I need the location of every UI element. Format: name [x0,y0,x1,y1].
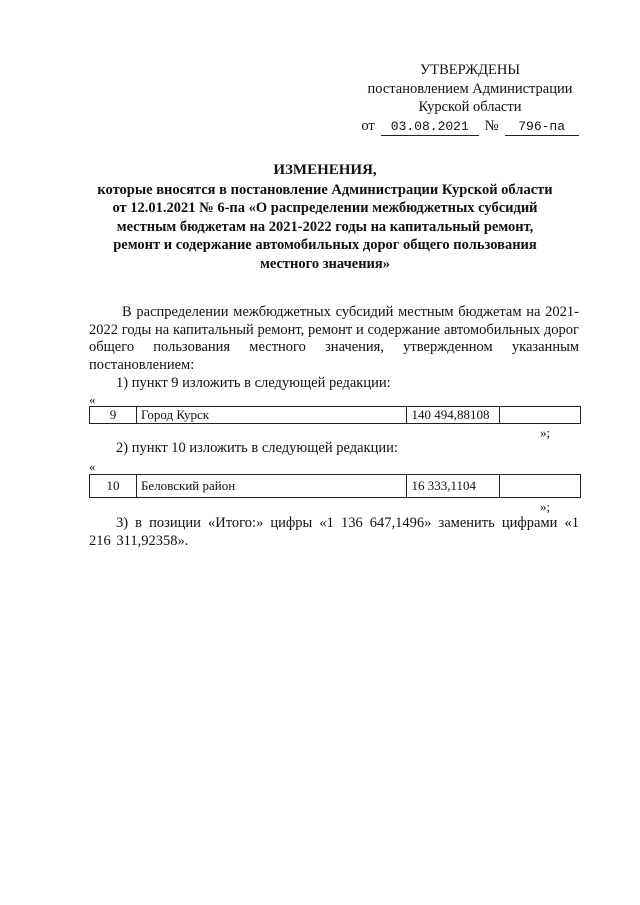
item-1-text: 1) пункт 9 изложить в следующей редакции: [116,375,391,391]
row-number: 10 [90,475,137,498]
heading-line-5: местного значения» [259,255,391,272]
heading-line-2: от 12.01.2021 № 6-па «О распределении межбюджетных субсидий [112,200,538,216]
item-2-close-quote: »; [540,499,551,514]
item-2-text: 2) пункт 10 изложить в следующей редакции: [116,440,398,456]
row-extra [500,407,581,424]
date-prefix: от [361,117,375,134]
row-value: 16 333,1104 [407,475,500,498]
item-2-table [89,474,581,498]
item-1-table [89,406,581,424]
item-1-open-quote: « [89,392,96,407]
heading-line-3: местным бюджетам на 2021-2022 годы на капитальный ремонт, [116,218,534,235]
table-row [90,475,581,498]
approval-date-number-line [350,117,590,136]
row-extra [500,475,581,498]
approval-block [350,61,590,136]
approval-title: УТВЕРЖДЕНЫ [419,62,521,78]
approval-line-1: постановлением Администрации [367,80,573,97]
row-name: Беловский район [136,475,407,498]
item-1-close-quote: »; [540,425,551,440]
heading-line-4: ремонт и содержание автомобильных дорог общего пользования [113,237,537,253]
heading-line-1: которые вносятся в постановление Администрации Курской области [97,181,553,198]
approval-line-2: Курской области [418,99,522,115]
approval-date: 03.08.2021 [381,119,479,136]
number-prefix: № [484,117,499,134]
item-2-open-quote: « [89,459,96,474]
heading-main: ИЗМЕНЕНИЯ, [273,162,377,178]
row-name: Город Курск [136,407,407,424]
row-value: 140 494,88108 [407,407,500,424]
table-row [90,407,581,424]
row-number: 9 [90,407,137,424]
document-heading [75,161,575,273]
item-3-text: 3) в позиции «Итого:» цифры «1 136 647,1496» заменить цифрами «1 216 311,92358». [89,515,579,549]
intro-paragraph: В распределении межбюджетных субсидий местным бюджетам на 2021-2022 годы на капитальный ремонт, ремонт и содержание автомобильных дорог общего пользования местного значения, утвержденном указанным постановлением: [89,304,579,373]
approval-number: 796-па [505,119,579,136]
